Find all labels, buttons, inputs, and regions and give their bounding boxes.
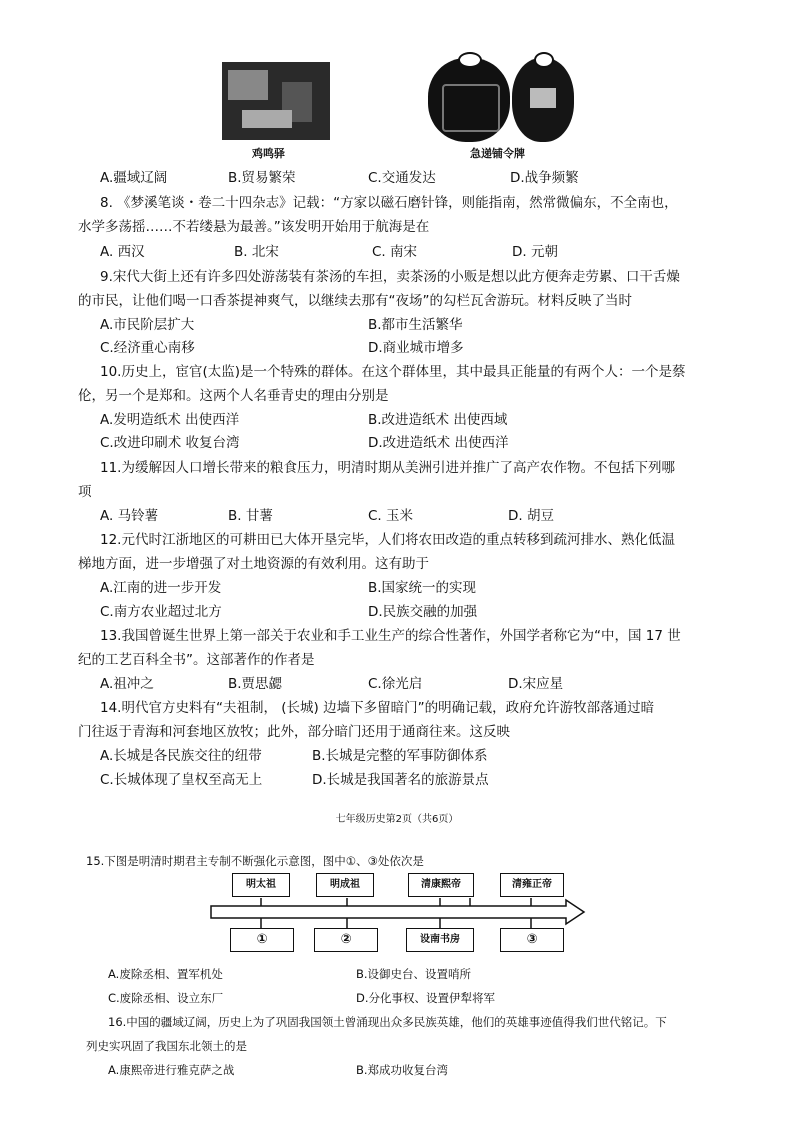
q10-stem-line2: 伦，另一个是郑和。这两个人名垂青史的理由分别是 (78, 388, 389, 404)
q9-stem-line2: 的市民，让他们喝一口香茶提神爽气，以继续去那有“夜场”的勾栏瓦舍游玩。材料反映了当时 (78, 293, 632, 309)
q10-option-b: B.改进造纸术 出使西域 (368, 412, 508, 428)
q16-option-b: B.郑成功收复台湾 (356, 1063, 449, 1077)
q9-option-a: A.市民阶层扩大 (100, 317, 195, 333)
q16-stem-line2: 列史实巩固了我国东北领土的是 (86, 1039, 247, 1053)
q11-option-d: D. 胡豆 (508, 508, 554, 524)
q9-option-c: C.经济重心南移 (100, 340, 195, 356)
q8-option-c: C. 南宋 (372, 244, 418, 260)
q12-stem-line2: 梯地方面，进一步增强了对土地资源的有效利用。这有助于 (78, 556, 429, 572)
q8-option-a: A. 西汉 (100, 244, 145, 260)
token-left-image (428, 58, 510, 142)
q8-stem-line2: 水学多荡摇……不若缕悬为最善。”该发明开始用于航海是在 (78, 219, 430, 235)
q13-option-b: B.贾思勰 (228, 676, 283, 692)
q7-option-a: A.疆域辽阔 (100, 170, 168, 186)
q13-option-a: A.祖冲之 (100, 676, 154, 692)
q13-stem-line1: 13.我国曾诞生世界上第一部关于农业和手工业生产的综合性著作，外国学者称它为“中，国 17 世 (100, 628, 681, 644)
q8-option-b: B. 北宋 (234, 244, 279, 260)
q14-stem-line2: 门往返于青海和河套地区放牧；此外，部分暗门还用于通商往来。这反映 (78, 724, 510, 740)
token-mark (530, 88, 556, 108)
q15-option-b: B.设御史台、设置哨所 (356, 967, 472, 981)
page-footer: 七年级历史第2页（共6页） (335, 814, 459, 825)
q12-option-d: D.民族交融的加强 (368, 604, 478, 620)
q13-stem-line2: 纪的工艺百科全书”。这部著作的作者是 (78, 652, 315, 668)
q16-stem-line1: 16.中国的疆域辽阔，历史上为了巩固我国领土曾涌现出众多民族英雄，他们的英雄事迹值得我们世代铭记。下 (108, 1015, 667, 1029)
q12-option-c: C.南方农业超过北方 (100, 604, 222, 620)
q14-option-c: C.长城体现了皇权至高无上 (100, 772, 263, 788)
q10-stem-line1: 10.历史上，宦官(太监)是一个特殊的群体。在这个群体里，其中最具正能量的有两个人：一个是蔡 (100, 364, 686, 380)
q7-option-b: B.贸易繁荣 (228, 170, 296, 186)
q12-stem-line1: 12.元代时江浙地区的可耕田已大体开垦完毕，人们将农田改造的重点转移到疏河排水、熟化低温 (100, 532, 675, 548)
q7-option-d: D.战争频繁 (510, 170, 579, 186)
q8-stem-line1: 8. 《梦溪笔谈・卷二十四杂志》记载：“方家以磁石磨针锋，则能指南，然常微偏东，不全南也， (100, 195, 678, 211)
q14-option-a: A.长城是各民族交往的纽带 (100, 748, 262, 764)
q16-option-a: A.康熙帝进行雅克萨之战 (108, 1063, 235, 1077)
token-right-image (512, 58, 574, 142)
token-caption: 急递铺令牌 (470, 147, 525, 160)
q11-option-a: A. 马铃薯 (100, 508, 159, 524)
q7-option-c: C.交通发达 (368, 170, 436, 186)
timeline-bottom-3: 设南书房 (406, 928, 474, 952)
q15-option-a: A.废除丞相、置军机处 (108, 967, 223, 981)
q13-option-d: D.宋应星 (508, 676, 564, 692)
token-inner (442, 84, 500, 132)
q12-option-b: B.国家统一的实现 (368, 580, 477, 596)
q11-stem-line2: 项 (78, 484, 92, 500)
jimingyi-photo (222, 62, 330, 140)
token-top-ring (458, 52, 482, 68)
q15-stem: 15.下图是明清时期君主专制不断强化示意图，图中①、③处依次是 (86, 854, 424, 868)
timeline-bottom-4: ③ (500, 928, 564, 952)
q11-option-c: C. 玉米 (368, 508, 414, 524)
jimingyi-caption: 鸡鸣驿 (252, 147, 285, 160)
q10-option-a: A.发明造纸术 出使西洋 (100, 412, 240, 428)
photo-highlight (242, 110, 292, 128)
timeline-bottom-2: ② (314, 928, 378, 952)
q10-option-d: D.改进造纸术 出使西洋 (368, 435, 509, 451)
q14-option-d: D.长城是我国著名的旅游景点 (312, 772, 489, 788)
timeline-top-1: 明太祖 (232, 873, 290, 897)
q9-stem-line1: 9.宋代大街上还有许多四处游荡装有茶汤的车担，卖茶汤的小贩是想以此方便奔走劳累、口干舌燥 (100, 269, 680, 285)
photo-highlight (228, 70, 268, 100)
q8-option-d: D. 元朝 (512, 244, 558, 260)
q15-option-d: D.分化事权、设置伊犁将军 (356, 991, 496, 1005)
q11-option-b: B. 甘薯 (228, 508, 273, 524)
q15-option-c: C.废除丞相、设立东厂 (108, 991, 224, 1005)
timeline-top-2: 明成祖 (316, 873, 374, 897)
timeline-bottom-1: ① (230, 928, 294, 952)
q11-stem-line1: 11.为缓解因人口增长带来的粮食压力，明清时期从美洲引进并推广了高产农作物。不包括下列哪 (100, 460, 675, 476)
q9-option-b: B.都市生活繁华 (368, 317, 463, 333)
timeline-top-4: 清雍正帝 (500, 873, 564, 897)
q13-option-c: C.徐光启 (368, 676, 423, 692)
q9-option-d: D.商业城市增多 (368, 340, 464, 356)
timeline-top-3: 清康熙帝 (408, 873, 474, 897)
token-top-ring (534, 52, 554, 68)
q14-option-b: B.长城是完整的军事防御体系 (312, 748, 488, 764)
q12-option-a: A.江南的进一步开发 (100, 580, 222, 596)
q10-option-c: C.改进印刷术 收复台湾 (100, 435, 240, 451)
q14-stem-line1: 14.明代官方史料有“夫祖制， (长城) 边墙下多留暗门”的明确记载，政府允许游牧部落通过暗 (100, 700, 655, 716)
timeline-arrow (208, 898, 588, 928)
